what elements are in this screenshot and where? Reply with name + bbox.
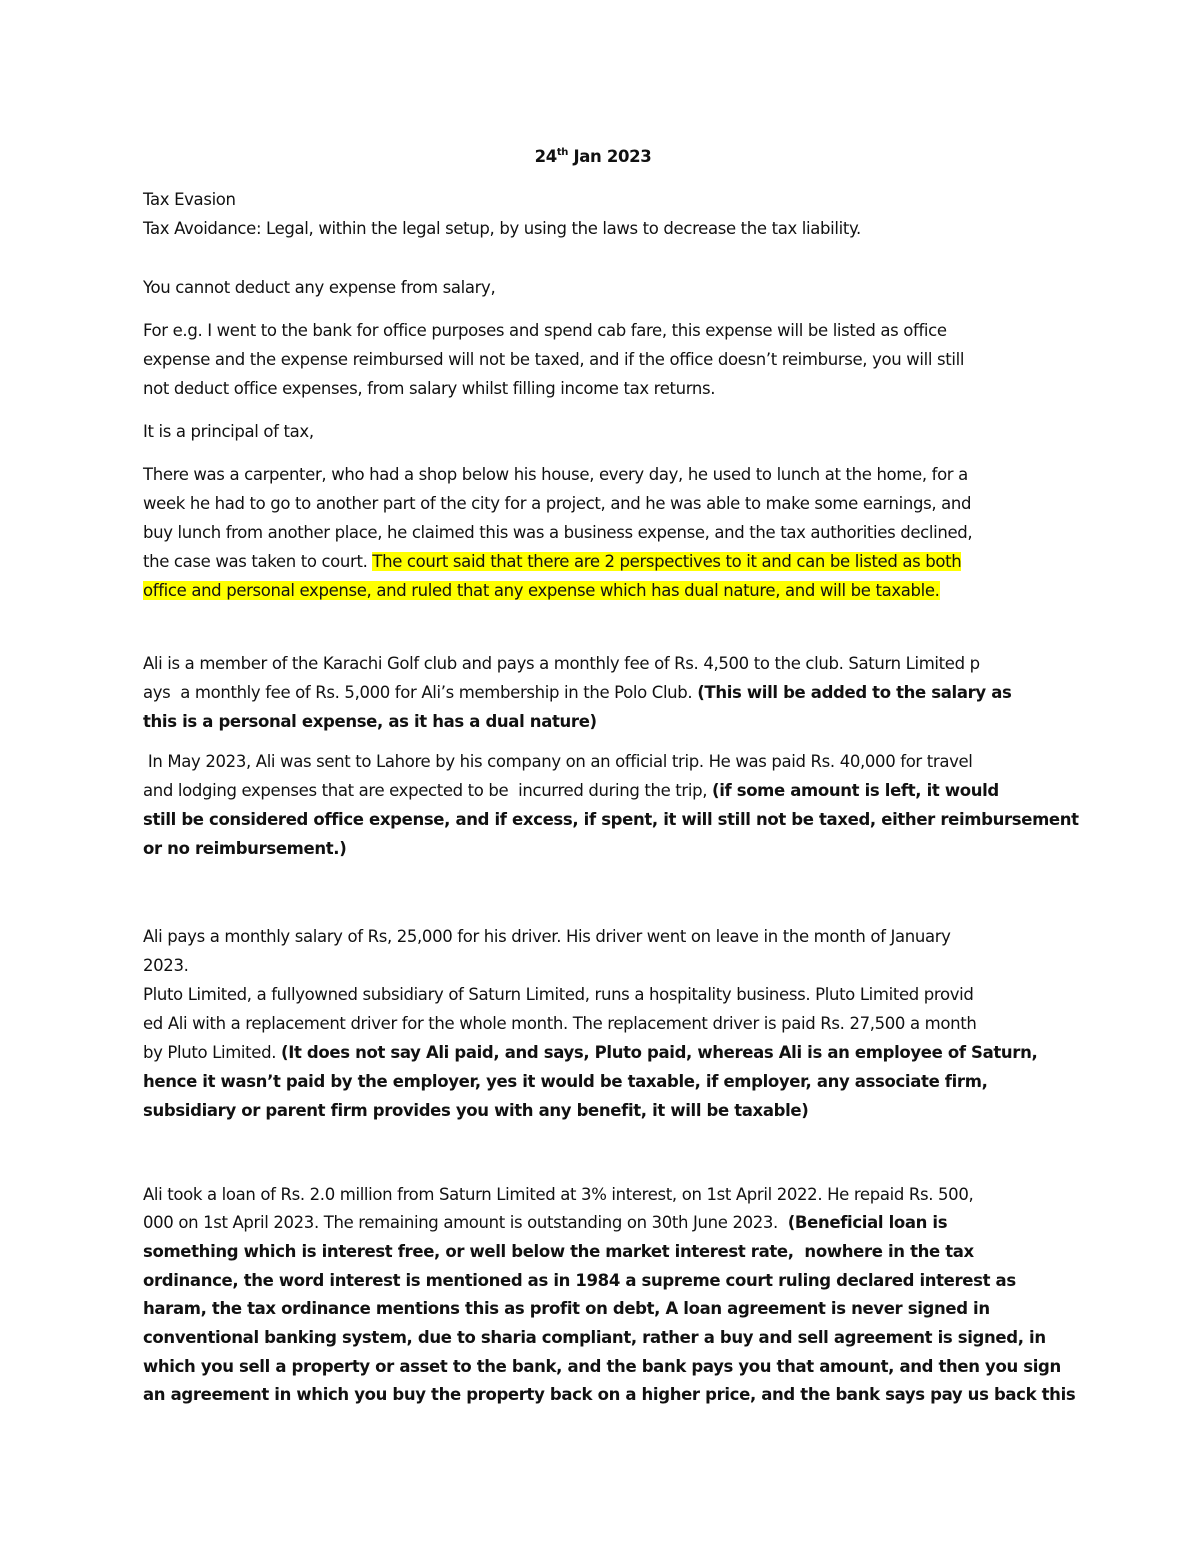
highlighted-text: The court said that there are 2 perspectives to it and can be listed as both xyxy=(372,552,962,571)
line-tax-avoidance: Tax Avoidance: Legal, within the legal setup, by using the laws to decrease the tax liability. xyxy=(143,219,861,238)
line-example-1: For e.g. I went to the bank for office purposes and spend cab fare, this expense will be listed as office xyxy=(143,321,947,340)
line-loan-5: haram, the tax ordinance mentions this as profit on debt, A loan agreement is never signed in xyxy=(143,1299,990,1318)
line-trip-3: still be considered office expense, and if excess, if spent, it will still not be taxed, either reimbursement xyxy=(143,810,1079,829)
line-golf-2: ays a monthly fee of Rs. 5,000 for Ali’s membership in the Polo Club. (This will be added to the salary as xyxy=(143,683,1012,702)
line-driver-7: subsidiary or parent firm provides you with any benefit, it will be taxable) xyxy=(143,1101,809,1120)
line-carpenter-1: There was a carpenter, who had a shop below his house, every day, he used to lunch at the home, for a xyxy=(143,465,968,484)
line-golf-1: Ali is a member of the Karachi Golf club and pays a monthly fee of Rs. 4,500 to the club. Saturn Limited p xyxy=(143,654,980,673)
line-driver-3: Pluto Limited, a fullyowned subsidiary of Saturn Limited, runs a hospitality business. Pluto Limited provid xyxy=(143,985,974,1004)
line-carpenter-3: buy lunch from another place, he claimed this was a business expense, and the tax authorities declined, xyxy=(143,523,973,542)
line-loan-2: 000 on 1st April 2023. The remaining amount is outstanding on 30th June 2023. (Beneficial loan is xyxy=(143,1213,948,1232)
line-principal: It is a principal of tax, xyxy=(143,422,314,441)
line-driver-2: 2023. xyxy=(143,956,189,975)
line-loan-7: which you sell a property or asset to the bank, and the bank pays you that amount, and then you sign xyxy=(143,1357,1061,1376)
line-carpenter-5 xyxy=(143,581,940,601)
line-carpenter-4: the case was taken to court. The court said that there are 2 perspectives to it and can be listed as both xyxy=(143,552,962,571)
line-loan-8: an agreement in which you buy the property back on a higher price, and the bank says pay us back this xyxy=(143,1385,1076,1404)
line-driver-1: Ali pays a monthly salary of Rs, 25,000 for his driver. His driver went on leave in the month of January xyxy=(143,927,951,946)
line-example-2: expense and the expense reimbursed will not be taxed, and if the office doesn’t reimburse, you will still xyxy=(143,350,965,369)
line-driver-6: hence it wasn’t paid by the employer, yes it would be taxable, if employer, any associate firm, xyxy=(143,1072,988,1091)
line-trip-4: or no reimbursement.) xyxy=(143,839,347,858)
line-golf-3: this is a personal expense, as it has a dual nature) xyxy=(143,712,597,731)
line-loan-4: ordinance, the word interest is mentioned as in 1984 a supreme court ruling declared interest as xyxy=(143,1271,1016,1290)
line-driver-5: by Pluto Limited. (It does not say Ali paid, and says, Pluto paid, whereas Ali is an employee of Saturn, xyxy=(143,1043,1038,1062)
line-tax-evasion: Tax Evasion xyxy=(143,190,236,209)
line-carpenter-2: week he had to go to another part of the city for a project, and he was able to make some earnings, and xyxy=(143,494,972,513)
line-loan-3: something which is interest free, or well below the market interest rate, nowhere in the tax xyxy=(143,1242,974,1261)
line-trip-1: In May 2023, Ali was sent to Lahore by his company on an official trip. He was paid Rs. 40,000 for travel xyxy=(143,752,973,771)
line-trip-2: and lodging expenses that are expected to be incurred during the trip, (if some amount is left, it would xyxy=(143,781,999,800)
line-example-3: not deduct office expenses, from salary whilst filling income tax returns. xyxy=(143,379,716,398)
highlighted-text: office and personal expense, and ruled that any expense which has dual nature, and will be taxable. xyxy=(143,581,940,600)
date-heading: 24th Jan 2023 xyxy=(534,147,652,166)
date-ordinal-suffix: th xyxy=(556,147,569,158)
line-loan-1: Ali took a loan of Rs. 2.0 million from Saturn Limited at 3% interest, on 1st April 2022. He repaid Rs. 500, xyxy=(143,1185,974,1204)
line-no-deduct: You cannot deduct any expense from salary, xyxy=(143,278,496,297)
line-loan-6: conventional banking system, due to sharia compliant, rather a buy and sell agreement is signed, in xyxy=(143,1328,1046,1347)
line-driver-4: ed Ali with a replacement driver for the whole month. The replacement driver is paid Rs. 27,500 a month xyxy=(143,1014,977,1033)
